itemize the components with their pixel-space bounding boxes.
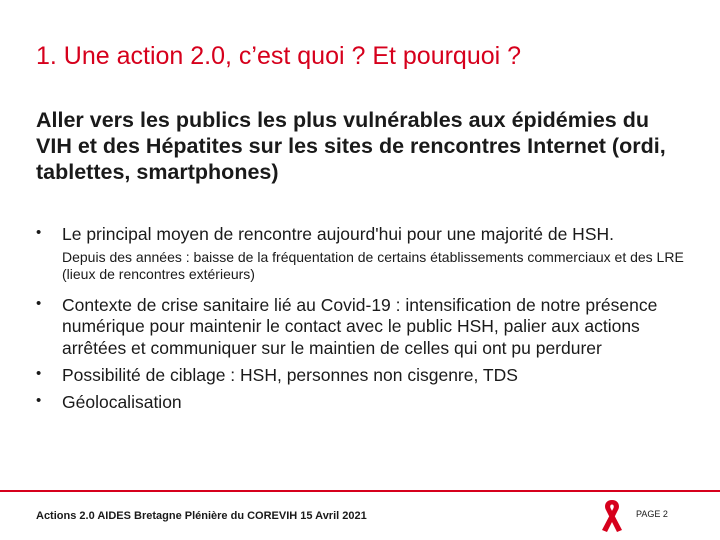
bullet-list	[36, 224, 686, 414]
bullet-marker: •	[36, 392, 42, 410]
bullet-marker: •	[36, 294, 42, 312]
bullet-text: Géolocalisation	[62, 392, 182, 413]
footer-divider	[0, 490, 720, 492]
page-number: PAGE 2	[636, 509, 668, 519]
bullet-item	[36, 295, 686, 359]
red-ribbon-icon	[596, 497, 628, 535]
bullet-text: Le principal moyen de rencontre aujourd'hui pour une majorité de HSH.	[62, 224, 614, 244]
bullet-item	[36, 392, 686, 413]
bullet-marker: •	[36, 224, 42, 241]
bullet-note: Depuis des années : baisse de la fréquentation de certains établissements commerciaux et des LRE (lieux de rencontres extérieurs)	[62, 249, 684, 283]
bullet-item	[36, 224, 686, 245]
bullet-text: Possibilité de ciblage : HSH, personnes non cisgenre, TDS	[62, 364, 518, 385]
bullet-item	[36, 365, 686, 386]
bullet-text: Contexte de crise sanitaire lié au Covid-19 : intensification de notre présence numérique pour maintenir le contact avec le public HSH, palier aux actions arrêtées et communiquer sur le maintien de celles qui ont pu perdurer	[62, 294, 658, 358]
slide-subtitle: Aller vers les publics les plus vulnérables aux épidémies du VIH et des Hépatites sur les sites de rencontres Internet (ordi, tablettes, smartphones)	[36, 108, 666, 184]
footer-text: Actions 2.0 AIDES Bretagne Plénière du COREVIH 15 Avril 2021	[36, 510, 367, 522]
slide-title: 1. Une action 2.0, c’est quoi ? Et pourquoi ?	[36, 42, 522, 70]
bullet-marker: •	[36, 364, 42, 382]
